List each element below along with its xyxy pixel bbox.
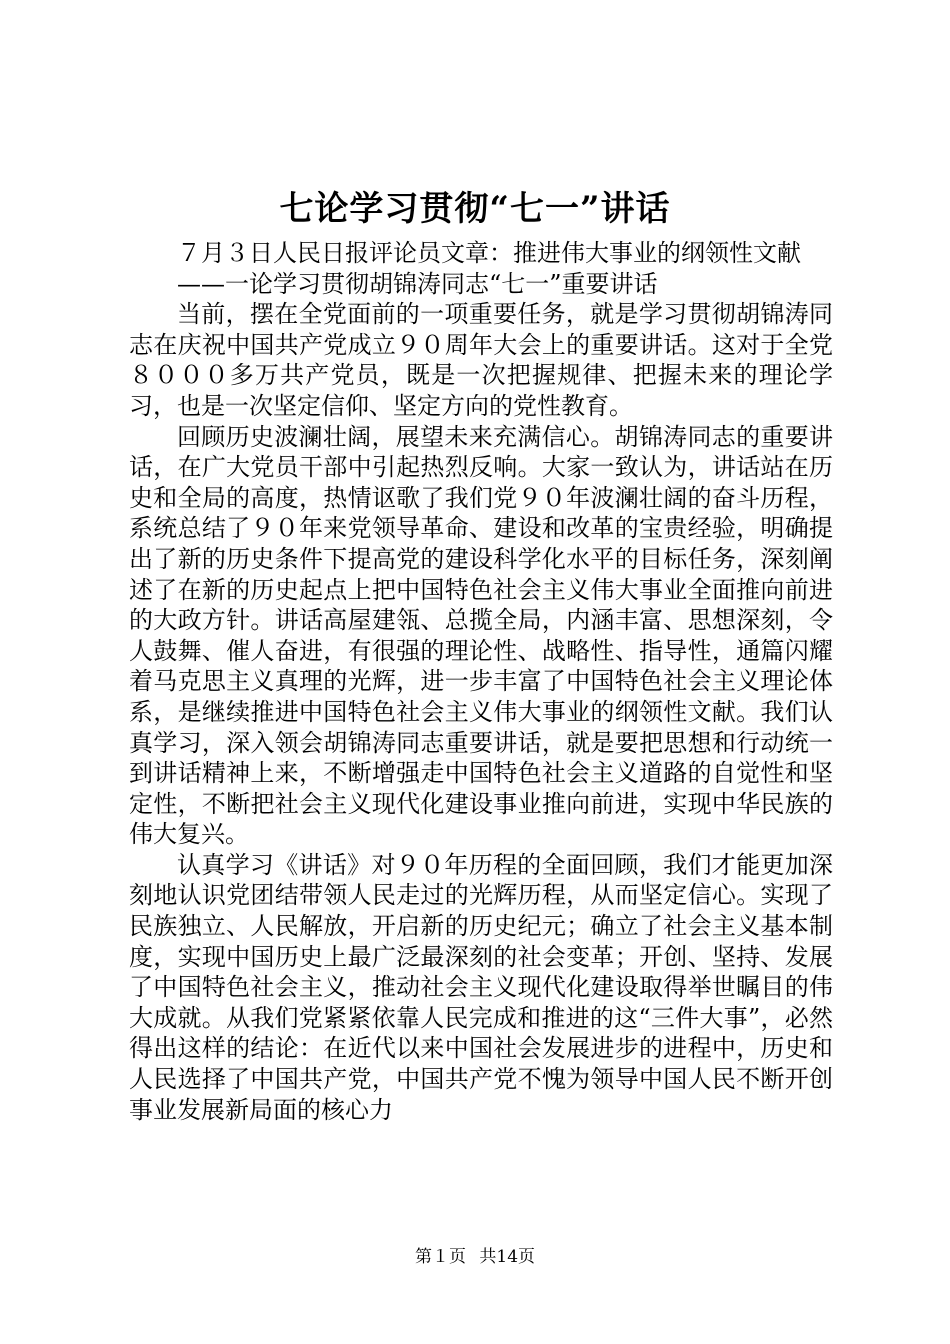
page-number: 第１页: [414, 1247, 466, 1267]
document-title: 七论学习贯彻“七一”讲话: [279, 189, 671, 229]
subtitle-line: ７月３日人民日报评论员文章：推进伟大事业的纲领性文献: [177, 239, 801, 267]
paragraph: 当前，摆在全党面前的一项重要任务，就是学习贯彻胡锦涛同志在庆祝中国共产党成立９０周年大会上的重要讲话。这对于全党８０００多万共产党员，既是一次把握规律、把握未来的理论学习，也是一次坚定信仰、坚定方向的党性教育。: [129, 300, 833, 420]
paragraph: 回顾历史波澜壮阔，展望未来充满信心。胡锦涛同志的重要讲话，在广大党员干部中引起热烈反响。大家一致认为，讲话站在历史和全局的高度，热情讴歌了我们党９０年波澜壮阔的奋斗历程，系统总结了９０年来党领导革命、建设和改革的宝贵经验，明确提出了新的历史条件下提高党的建设科学化水平的目标任务，深刻阐述了在新的历史起点上把中国特色社会主义伟大事业全面推向前进的大政方针。讲话高屋建瓴、总揽全局，内涵丰富、思想深刻，令人鼓舞、催人奋进，有很强的理论性、战略性、指导性，通篇闪耀着马克思主义真理的光辉，进一步丰富了中国特色社会主义理论体系，是继续推进中国特色社会主义伟大事业的纲领性文献。我们认真学习，深入领会胡锦涛同志重要讲话，就是要把思想和行动统一到讲话精神上来，不断增强走中国特色社会主义道路的自觉性和坚定性，不断把社会主义现代化建设事业推向前进，实现中华民族的伟大复兴。: [129, 422, 833, 849]
paragraph: 认真学习《讲话》对９０年历程的全面回顾，我们才能更加深刻地认识党团结带领人民走过的光辉历程，从而坚定信心。实现了民族独立、人民解放，开启新的历史纪元；确立了社会主义基本制度，实现中国历史上最广泛最深刻的社会变革；开创、坚持、发展了中国特色社会主义，推动社会主义现代化建设取得举世瞩目的伟大成就。从我们党紧紧依靠人民完成和推进的这“三件大事”，必然得出这样的结论：在近代以来中国社会发展进步的进程中，历史和人民选择了中国共产党，中国共产党不愧为领导中国人民不断开创事业发展新局面的核心力: [129, 850, 833, 1124]
page-footer: [0, 1245, 950, 1269]
subtitle-series: ——一论学习贯彻胡锦涛同志“七一”重要讲话: [177, 269, 658, 298]
document-body: [129, 238, 833, 1125]
page-total: 共14页: [479, 1247, 536, 1267]
